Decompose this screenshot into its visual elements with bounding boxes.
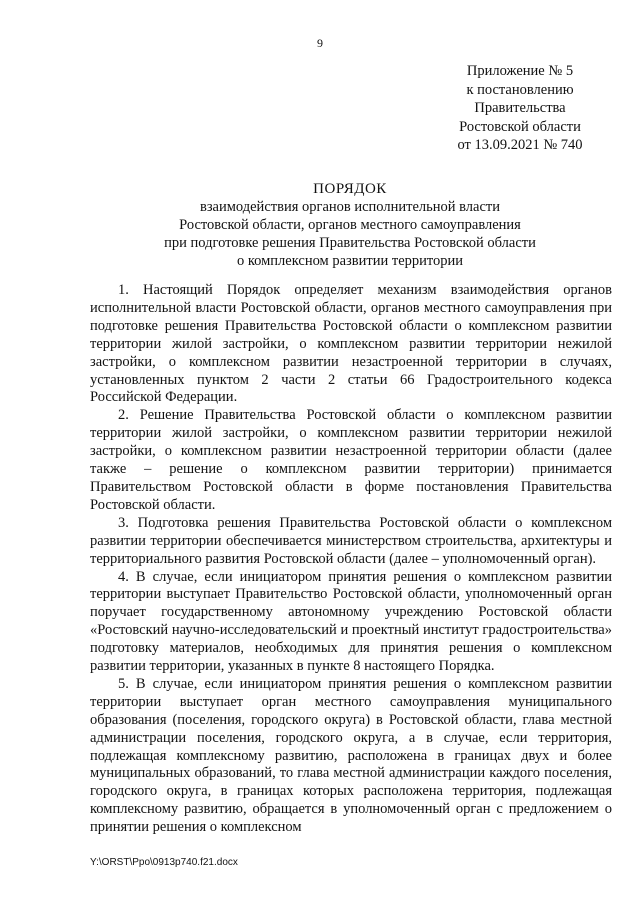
appendix-line: Приложение № 5 <box>466 63 574 79</box>
document-body <box>90 282 612 837</box>
paragraph-1: 1. Настоящий Порядок определяет механизм взаимодействия органов исполнительной власти Ростовской области, органов местного самоуправления при подготовке решения Правительства Ростовской области о комплексном развитии территории жилой застройки, о комплексном развитии территории нежилой застройки, о комплексном развитии незастроенной территории в случаях, установленных пунктом 2 части 2 статьи 66 Градостроительного кодекса Российской Федерации. <box>90 282 612 406</box>
appendix-line: от 13.09.2021 № 740 <box>457 137 583 153</box>
title-line: о комплексном развитии территории <box>236 253 464 269</box>
file-path-footer: Y:\ORST\Ppo\0913p740.f21.docx <box>90 857 238 868</box>
title-line: при подготовке решения Правительства Ростовской области <box>164 235 536 251</box>
title-line: взаимодействия органов исполнительной власти <box>199 199 501 215</box>
appendix-block <box>440 62 600 155</box>
appendix-line: к постановлению <box>466 81 574 98</box>
title-line: Ростовской области, органов местного самоуправления <box>179 217 521 233</box>
paragraph-3: 3. Подготовка решения Правительства Ростовской области о комплексном развитии территории обеспечивается министерством строительства, архитектуры и территориального развития Ростовской области (далее – уполномоченный орган). <box>90 514 612 567</box>
title-heading: ПОРЯДОК <box>313 181 387 197</box>
paragraph-2: 2. Решение Правительства Ростовской области о комплексном развитии территории жилой застройки, о комплексном развитии территории нежилой застройки, о комплексном развитии незастроенной территории области (далее также – решение о комплексном развитии территории) принимается Правительством Ростовской области в форме постановления Правительства Ростовской области. <box>90 407 612 513</box>
paragraph-5: 5. В случае, если инициатором принятия решения о комплексном развитии территории выступает орган местного самоуправления муниципального образования (поселения, городского округа) в Ростовской области, глава местной администрации поселения, городского округа, а в случае, если территория, подлежащая комплексному развитию, расположена в границах двух и более муниципальных образований, то глава местной администрации каждого поселения, городского округа, в границах которых расположена территория, подлежащая комплексному развитию, обращается в уполномоченный орган с предложением о принятии решения о комплексном <box>90 675 612 836</box>
appendix-line: Ростовской области <box>459 118 581 135</box>
paragraph-4: 4. В случае, если инициатором принятия решения о комплексном развитии территории выступает Правительство Ростовской области, уполномоченный орган поручает государственному автономному учреждению Ростовской области «Ростовский научно-исследовательский и проектный институт градостроительства» подготовку материалов, необходимых для принятия решения о комплексном развитии территории, указанных в пункте 8 настоящего Порядка. <box>90 568 612 675</box>
document-title <box>90 180 610 270</box>
page-number: 9 <box>317 36 323 50</box>
appendix-line: Правительства <box>474 100 566 116</box>
